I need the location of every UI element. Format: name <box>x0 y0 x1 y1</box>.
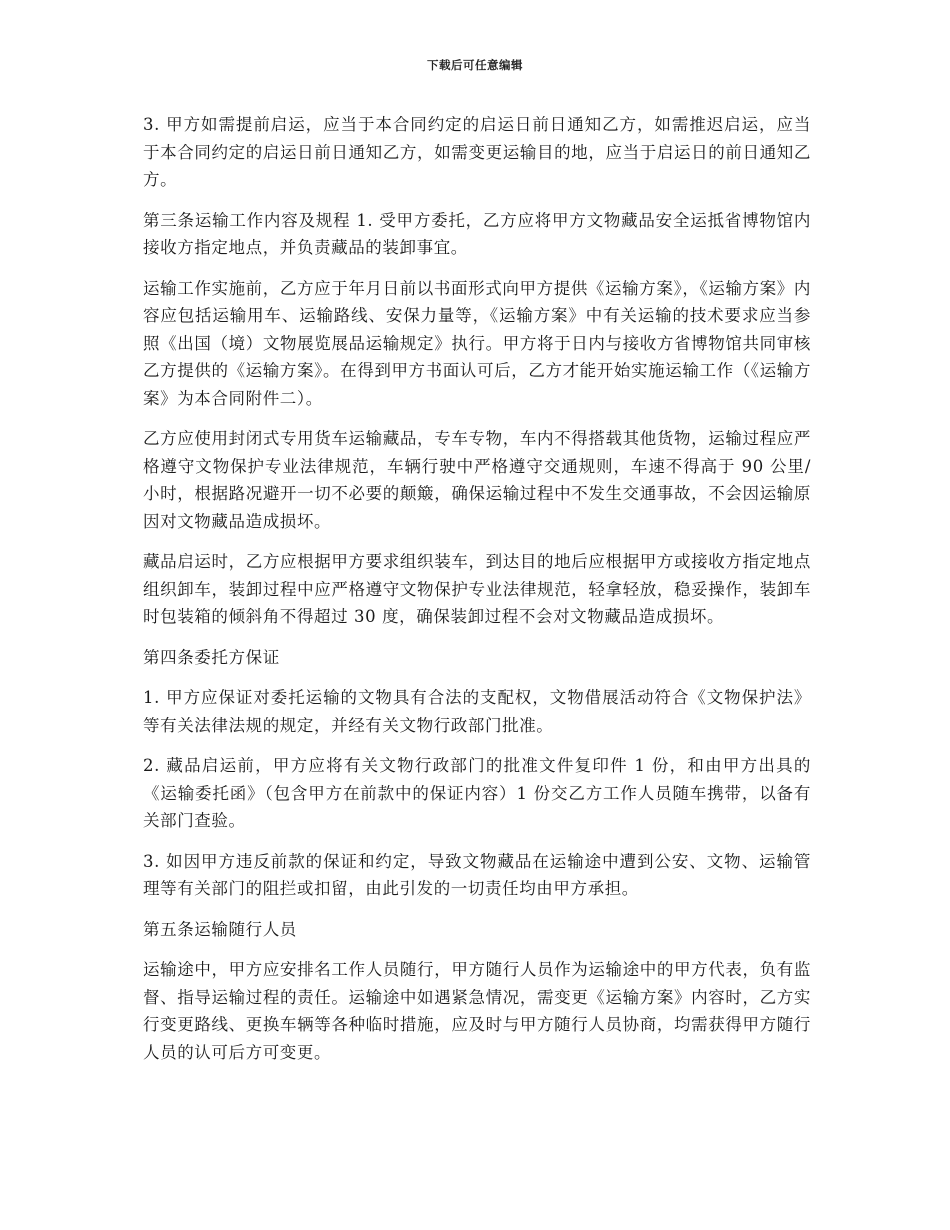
paragraph-article-3-item-1: 第三条运输工作内容及规程 1. 受甲方委托，乙方应将甲方文物藏品安全运抵省博物馆内接收方指定地点，并负责藏品的装卸事宜。 <box>143 210 811 257</box>
paragraph-article-4-item-3: 3. 如因甲方违反前款的保证和约定，导致文物藏品在运输途中遭到公安、文物、运输管理等有关部门的阻拦或扣留，由此引发的一切责任均由甲方承担。 <box>143 851 811 898</box>
paragraph-article-5-escort: 运输途中，甲方应安排名工作人员随行，甲方随行人员作为运输途中的甲方代表，负有监督、指导运输过程的责任。运输途中如遇紧急情况，需变更《运输方案》内容时，乙方实行变更路线、更换车辆等各种临时措施，应及时与甲方随行人员协商，均需获得甲方随行人员的认可后方可变更。 <box>143 960 811 1062</box>
heading-article-4: 第四条委托方保证 <box>143 647 280 667</box>
paragraph-loading-unloading: 藏品启运时，乙方应根据甲方要求组织装车，到达目的地后应根据甲方或接收方指定地点组织卸车，装卸过程中应严格遵守文物保护专业法律规范，轻拿轻放，稳妥操作，装卸车时包装箱的倾斜角不得超过 30 度，确保装卸过程不会对文物藏品造成损坏。 <box>143 552 811 626</box>
paragraph-clause-2-item-3: 3. 甲方如需提前启运，应当于本合同约定的启运日前日通知乙方，如需推迟启运，应当于本合同约定的启运日前日通知乙方，如需变更运输目的地，应当于启运日的前日通知乙方。 <box>143 115 811 189</box>
heading-article-5: 第五条运输随行人员 <box>143 919 297 939</box>
paragraph-transport-plan: 运输工作实施前，乙方应于年月日前以书面形式向甲方提供《运输方案》，《运输方案》内容应包括运输用车、运输路线、安保力量等，《运输方案》中有关运输的技术要求应当参照《出国（境）文物展览展品运输规定》执行。甲方将于日内与接收方省博物馆共同审核乙方提供的《运输方案》。在得到甲方书面认可后，乙方才能开始实施运输工作（《运输方案》为本合同附件二）。 <box>143 278 811 408</box>
paragraph-article-4-item-1: 1. 甲方应保证对委托运输的文物具有合法的支配权，文物借展活动符合《文物保护法》等有关法律法规的规定，并经有关文物行政部门批准。 <box>143 688 811 735</box>
paragraph-article-4-item-2: 2. 藏品启运前，甲方应将有关文物行政部门的批准文件复印件 1 份，和由甲方出具的《运输委托函》（包含甲方在前款中的保证内容）1 份交乙方工作人员随车携带，以备有关部门查验。 <box>143 756 811 830</box>
paragraph-vehicle-requirements: 乙方应使用封闭式专用货车运输藏品，专车专物，车内不得搭载其他货物，运输过程应严格遵守文物保护专业法律规范，车辆行驶中严格遵守交通规则，车速不得高于 90 公里/小时，根据路况避开一切不必要的颠簸，确保运输过程中不发生交通事故，不会因运输原因对文物藏品造成损坏。 <box>143 429 811 531</box>
page-header: 下载后可任意编辑 <box>427 58 523 72</box>
document-body <box>143 111 811 1079</box>
